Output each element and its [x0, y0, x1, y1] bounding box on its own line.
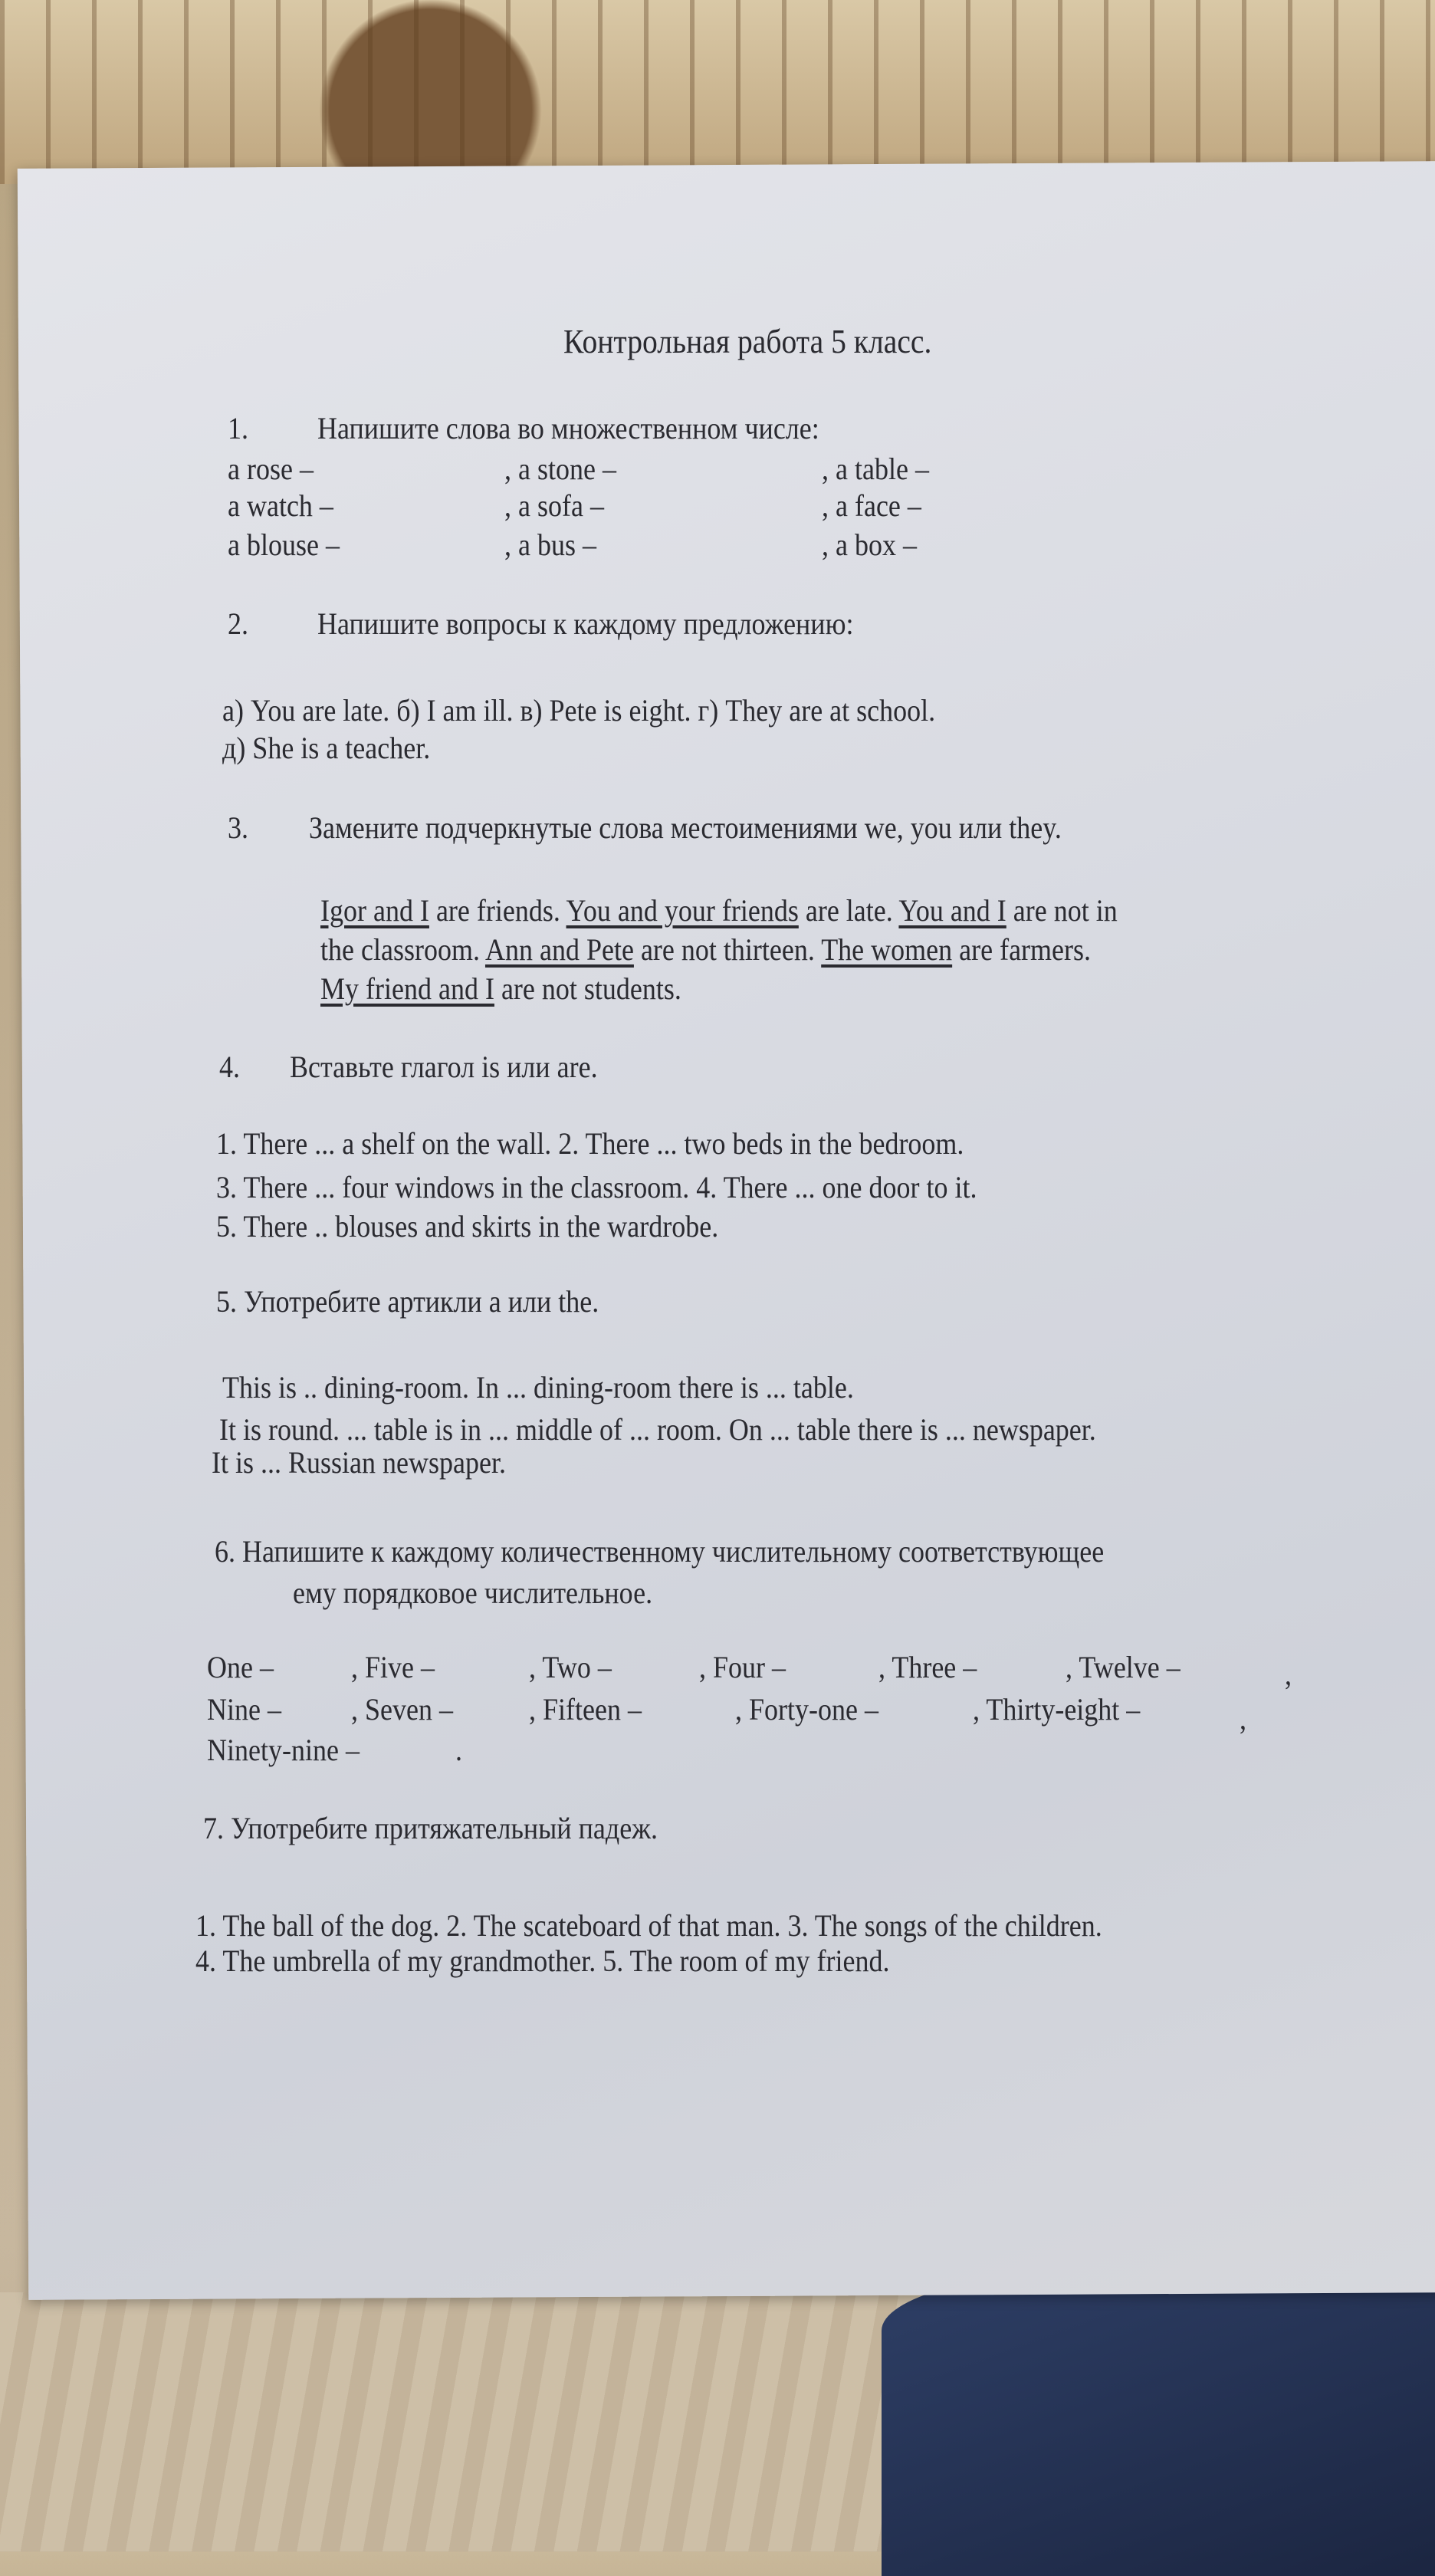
s4-number: 4. [219, 1050, 240, 1084]
s2-line: а) You are late. б) I am ill. в) Pete is eight. г) They are at school. [222, 693, 936, 728]
text: are late. [798, 893, 899, 928]
s7-line: 1. The ball of the dog. 2. The scateboard of that man. 3. The songs of the children. [195, 1908, 1102, 1943]
underlined-phrase: The women [821, 932, 953, 967]
numeral: , Four – [699, 1650, 786, 1684]
s1-number: 1. [228, 411, 248, 445]
underlined-phrase: Ann and Pete [484, 932, 634, 967]
s7-line: 4. The umbrella of my grandmother. 5. The room of my friend. [195, 1944, 890, 1978]
s6-heading-cont: ему порядковое числительное. [293, 1576, 653, 1610]
s4-line: 3. There ... four windows in the classroom. 4. There ... one door to it. [216, 1170, 977, 1204]
s5-line: It is round. ... table is in ... middle of ... room. On ... table there is ... newspaper. [219, 1412, 1096, 1447]
s1-word: , a face – [822, 488, 921, 523]
text: are not in [1006, 893, 1118, 928]
s1-heading: Напишите слова во множественном числе: [317, 411, 819, 445]
numeral: Ninety-nine – [207, 1733, 360, 1767]
text: are not students. [494, 971, 681, 1006]
fabric-corner [882, 2269, 1435, 2576]
s4-heading: Вставьте глагол is или are. [290, 1050, 598, 1084]
s1-word: , a bus – [504, 527, 596, 562]
carpet-background [0, 0, 1435, 184]
s6-heading: 6. Напишите к каждому количественному числительному соответствующее [215, 1534, 1105, 1569]
s2-line: д) She is a teacher. [222, 731, 431, 765]
numeral: Nine – [207, 1692, 281, 1727]
numeral: One – [207, 1650, 274, 1684]
numeral: , Five – [351, 1650, 435, 1684]
s1-word: a watch – [228, 488, 333, 523]
text: are not thirteen. [633, 932, 822, 967]
punctuation: , [1240, 1701, 1246, 1736]
numeral: , Two – [529, 1650, 612, 1684]
text: are friends. [429, 893, 566, 928]
numeral: , Fifteen – [529, 1692, 642, 1727]
s7-heading: 7. Употребите притяжательный падеж. [203, 1811, 658, 1845]
s3-line [320, 892, 1118, 928]
underlined-phrase: My friend and I [320, 971, 494, 1006]
text: the classroom. [320, 932, 485, 967]
numeral: , Seven – [351, 1692, 453, 1727]
s3-line [320, 932, 1091, 968]
s4-line: 5. There .. blouses and skirts in the wardrobe. [216, 1209, 719, 1244]
numeral: , Thirty-eight – [973, 1692, 1141, 1727]
numeral: , Forty-one – [735, 1692, 878, 1727]
s5-heading: 5. Употребите артикли a или the. [216, 1284, 599, 1319]
s1-word: a rose – [228, 452, 314, 486]
underlined-phrase: You and your friends [566, 893, 799, 928]
s2-heading: Напишите вопросы к каждому предложению: [317, 606, 854, 641]
underlined-phrase: You and I [898, 893, 1006, 928]
s1-word: , a box – [822, 527, 917, 562]
s4-line: 1. There ... a shelf on the wall. 2. There ... two beds in the bedroom. [216, 1126, 964, 1161]
s5-line: This is .. dining-room. In ... dining-room there is ... table. [222, 1370, 854, 1405]
s1-word: , a table – [822, 452, 929, 486]
punctuation: , [1285, 1657, 1292, 1691]
text: are farmers. [952, 932, 1092, 967]
s5-line: It is ... Russian newspaper. [212, 1445, 506, 1480]
page-title: Контрольная работа 5 класс. [563, 323, 932, 360]
s3-heading: Замените подчеркнутые слова местоимениями we, you или they. [309, 810, 1062, 845]
underlined-phrase: Igor and I [320, 893, 429, 928]
s1-word: a blouse – [228, 527, 340, 562]
s1-word: , a sofa – [504, 488, 604, 523]
s3-line [320, 971, 681, 1007]
s3-number: 3. [228, 810, 248, 845]
numeral: , Three – [878, 1650, 977, 1684]
s1-word: , a stone – [504, 452, 616, 486]
numeral: , Twelve – [1066, 1650, 1181, 1684]
s2-number: 2. [228, 606, 248, 641]
punctuation: . [455, 1733, 462, 1767]
